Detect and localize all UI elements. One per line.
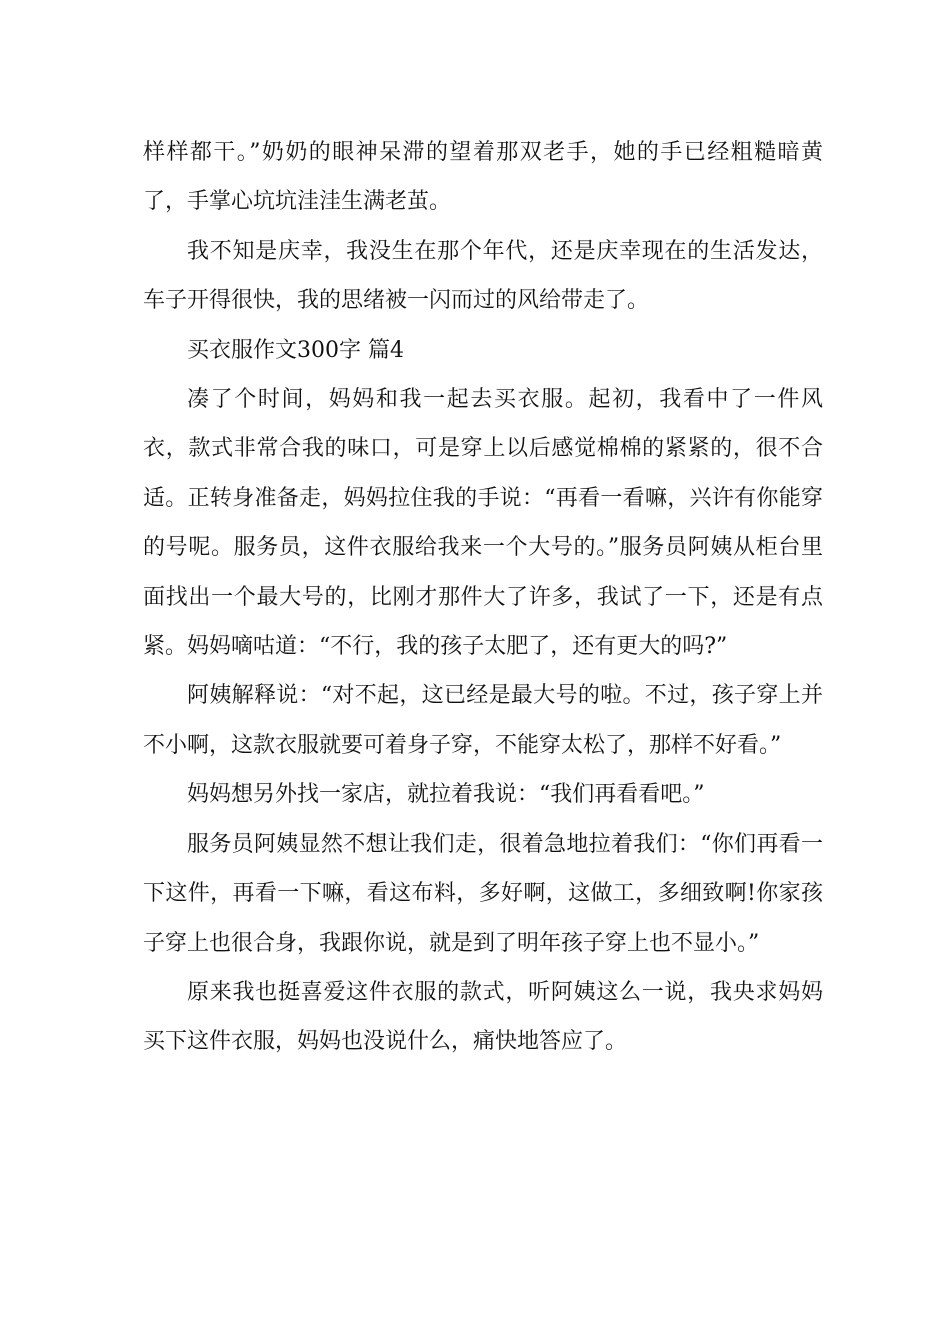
paragraph: 阿姨解释说：“对不起，这已经是最大号的啦。不过，孩子穿上并不小啊，这款衣服就要可着身子穿，不能穿太松了，那样不好看。” bbox=[143, 683, 823, 758]
paragraph: 我不知是庆幸，我没生在那个年代，还是庆幸现在的生活发达，车子开得很快，我的思绪被一闪而过的风给带走了。 bbox=[143, 238, 823, 314]
article-body bbox=[143, 128, 823, 1067]
paragraph-continued: 样样都干。”奶奶的眼神呆滞的望着那双老手，她的手已经粗糙暗黄了，手掌心坑坑洼洼生满老茧。 bbox=[143, 140, 823, 215]
section-heading: 买衣服作文300字 篇4 bbox=[187, 337, 404, 363]
paragraph: 服务员阿姨显然不想让我们走，很着急地拉着我们：“你们再看一下这件，再看一下嘛，看这布料，多好啊，这做工，多细致啊!你家孩子穿上也很合身，我跟你说，就是到了明年孩子穿上也不显小。” bbox=[143, 831, 823, 956]
paragraph: 原来我也挺喜爱这件衣服的款式，听阿姨这么一说，我央求妈妈买下这件衣服，妈妈也没说什么，痛快地答应了。 bbox=[143, 979, 823, 1055]
paragraph: 妈妈想另外找一家店，就拉着我说：“我们再看看吧。” bbox=[187, 782, 705, 808]
paragraph: 凑了个时间，妈妈和我一起去买衣服。起初，我看中了一件风衣，款式非常合我的味口，可是穿上以后感觉棉棉的紧紧的，很不合适。正转身准备走，妈妈拉住我的手说：“再看一看嘛，兴许有你能穿的号呢。服务员，这件衣服给我来一个大号的。”服务员阿姨从柜台里面找出一个最大号的，比刚才那件大了许多，我试了一下，还是有点紧。妈妈嘀咕道：“不行，我的孩子太肥了，还有更大的吗?” bbox=[143, 387, 823, 660]
